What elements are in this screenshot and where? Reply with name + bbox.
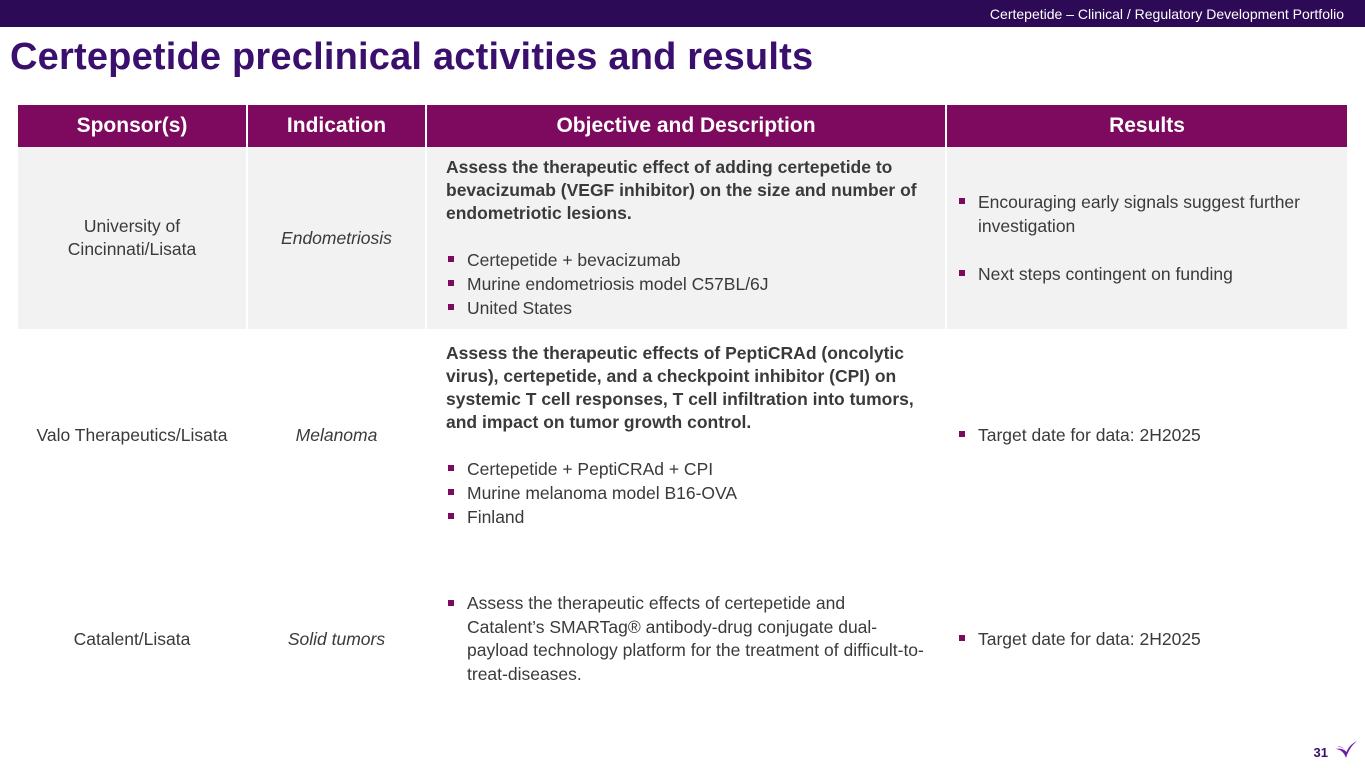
list-item: Murine endometriosis model C57BL/6J <box>446 272 927 296</box>
detail-list <box>446 248 927 320</box>
list-item: Target date for data: 2H2025 <box>957 423 1339 447</box>
table-row <box>18 541 1347 737</box>
objective-cell <box>427 329 945 541</box>
list-item: Encouraging early signals suggest further investigation <box>957 190 1339 238</box>
list-item: Finland <box>446 505 927 529</box>
detail-list <box>446 457 927 529</box>
list-item: Next steps contingent on funding <box>957 262 1339 286</box>
list-item: Certepetide + PeptiCRAd + CPI <box>446 457 927 481</box>
top-banner <box>0 0 1365 27</box>
results-cell <box>947 147 1347 329</box>
table-row <box>18 147 1347 329</box>
indication-cell: Endometriosis <box>248 147 425 329</box>
bird-logo-icon <box>1334 740 1358 760</box>
sponsor-cell: Valo Therapeutics/Lisata <box>18 329 246 541</box>
list-item: Murine melanoma model B16-OVA <box>446 481 927 505</box>
results-list <box>957 423 1339 447</box>
page-number: 31 <box>1313 745 1328 760</box>
column-header-indication: Indication <box>248 103 425 147</box>
list-item: United States <box>446 296 927 320</box>
objective-lead: Assess the therapeutic effects of PeptiCRAd (oncolytic virus), certepetide, and a checkpoint inhibitor (CPI) on systemic T cell responses, T cell infiltration into tumors, and impact on tumor growth control. <box>446 342 914 432</box>
indication-cell: Melanoma <box>248 329 425 541</box>
column-header-results: Results <box>947 103 1347 147</box>
objective-cell <box>427 541 945 737</box>
results-cell <box>947 329 1347 541</box>
list-item: Assess the therapeutic effects of certepetide and Catalent’s SMARTag® antibody-drug conjugate dual-payload technology platform for the treatment of difficult-to-treat-diseases. <box>446 592 927 686</box>
results-list <box>957 190 1339 286</box>
sponsor-cell: Catalent/Lisata <box>18 541 246 737</box>
list-item: Certepetide + bevacizumab <box>446 248 927 272</box>
column-header-sponsor: Sponsor(s) <box>18 103 246 147</box>
results-cell <box>947 541 1347 737</box>
detail-list <box>446 592 927 686</box>
indication-cell: Solid tumors <box>248 541 425 737</box>
banner-title: Certepetide – Clinical / Regulatory Development Portfolio <box>989 6 1344 22</box>
sponsor-cell: University of Cincinnati/Lisata <box>18 147 246 329</box>
column-header-objective: Objective and Description <box>427 103 945 147</box>
objective-cell <box>427 147 945 329</box>
portfolio-table <box>16 103 1349 737</box>
table-row <box>18 329 1347 541</box>
list-item: Target date for data: 2H2025 <box>957 627 1339 651</box>
objective-lead: Assess the therapeutic effect of adding certepetide to bevacizumab (VEGF inhibitor) on the size and number of endometriotic lesions. <box>446 157 917 223</box>
results-list <box>957 627 1339 651</box>
table-header-row <box>18 103 1347 147</box>
page-title: Certepetide preclinical activities and results <box>10 36 814 78</box>
